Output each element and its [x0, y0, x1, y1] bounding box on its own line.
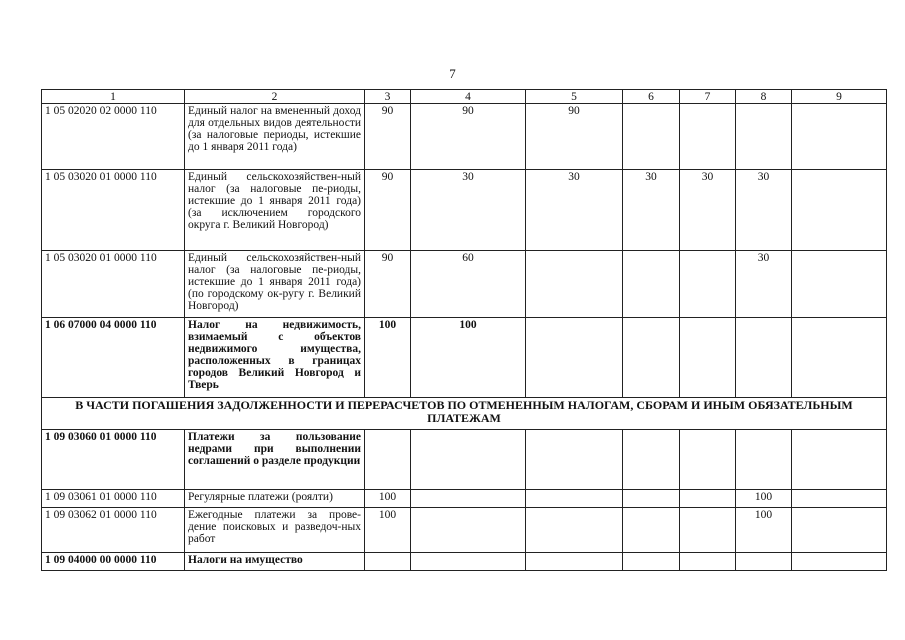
value-cell [526, 553, 623, 571]
table-row [42, 430, 887, 490]
value-cell [365, 553, 411, 571]
value-cell [680, 251, 736, 318]
value-cell [792, 251, 887, 318]
income-name-cell: Налоги на имущество [185, 553, 365, 571]
value-cell: 90 [365, 251, 411, 318]
column-number: 6 [623, 90, 680, 104]
income-name-cell: Единый сельскохозяйствен-ный налог (за налоговые пе-риоды, истекшие до 1 января 2011 года) (по городскому ок-ругу г. Великий Новгород) [185, 251, 365, 318]
value-cell: 100 [736, 508, 792, 553]
budget-code-cell: 1 09 03061 01 0000 110 [42, 490, 185, 508]
value-cell [736, 553, 792, 571]
revenue-distribution-table [41, 89, 887, 571]
value-cell [526, 430, 623, 490]
income-name-cell: Ежегодные платежи за прове-дение поисковых и разведоч-ных работ [185, 508, 365, 553]
value-cell [792, 318, 887, 398]
value-cell [623, 104, 680, 170]
value-cell [526, 318, 623, 398]
value-cell [680, 430, 736, 490]
value-cell [792, 490, 887, 508]
column-number: 4 [411, 90, 526, 104]
value-cell: 90 [411, 104, 526, 170]
income-name-cell: Регулярные платежи (роялти) [185, 490, 365, 508]
budget-code-cell: 1 09 03062 01 0000 110 [42, 508, 185, 553]
table-row [42, 490, 887, 508]
page-number: 7 [449, 66, 456, 81]
value-cell [623, 318, 680, 398]
budget-code-cell: 1 09 03060 01 0000 110 [42, 430, 185, 490]
value-cell [736, 430, 792, 490]
value-cell: 100 [736, 490, 792, 508]
table-row [42, 104, 887, 170]
value-cell [623, 251, 680, 318]
budget-code-cell: 1 05 03020 01 0000 110 [42, 251, 185, 318]
budget-code-cell: 1 09 04000 00 0000 110 [42, 553, 185, 571]
table-row [42, 553, 887, 571]
value-cell: 90 [365, 104, 411, 170]
value-cell [680, 318, 736, 398]
table-row [42, 251, 887, 318]
value-cell [411, 553, 526, 571]
value-cell [411, 508, 526, 553]
value-cell: 30 [736, 170, 792, 251]
income-name-cell: Платежи за пользование недрами при выполнении соглашений о разделе продукции [185, 430, 365, 490]
value-cell [736, 318, 792, 398]
value-cell [411, 430, 526, 490]
value-cell: 90 [526, 104, 623, 170]
value-cell: 100 [365, 318, 411, 398]
value-cell [365, 430, 411, 490]
column-number: 3 [365, 90, 411, 104]
value-cell [680, 490, 736, 508]
value-cell [680, 553, 736, 571]
column-number: 2 [185, 90, 365, 104]
value-cell: 100 [365, 490, 411, 508]
value-cell [411, 490, 526, 508]
value-cell: 30 [736, 251, 792, 318]
value-cell [792, 430, 887, 490]
value-cell [623, 553, 680, 571]
value-cell [680, 104, 736, 170]
column-number: 1 [42, 90, 185, 104]
value-cell: 90 [365, 170, 411, 251]
income-name-cell: Единый сельскохозяйствен-ный налог (за налоговые пе-риоды, истекшие до 1 января 2011 года) (за исключением городского округа г. Великий Новгород) [185, 170, 365, 251]
value-cell [792, 553, 887, 571]
value-cell [623, 490, 680, 508]
value-cell [623, 430, 680, 490]
column-number-header-row [42, 90, 887, 104]
value-cell: 100 [411, 318, 526, 398]
value-cell [526, 490, 623, 508]
table-row [42, 170, 887, 251]
income-name-cell: Налог на недвижимость, взимаемый с объектов недвижимого имущества, расположенных в границах городов Великий Новгород и Тверь [185, 318, 365, 398]
income-name-cell: Единый налог на вмененный доход для отдельных видов деятельности (за налоговые периоды, истекшие до 1 января 2011 года) [185, 104, 365, 170]
value-cell [623, 508, 680, 553]
budget-code-cell: 1 06 07000 04 0000 110 [42, 318, 185, 398]
value-cell [792, 104, 887, 170]
value-cell: 100 [365, 508, 411, 553]
value-cell: 30 [680, 170, 736, 251]
column-number: 8 [736, 90, 792, 104]
value-cell [792, 170, 887, 251]
table-row [42, 318, 887, 398]
column-number: 7 [680, 90, 736, 104]
value-cell [526, 508, 623, 553]
value-cell: 30 [623, 170, 680, 251]
column-number: 9 [792, 90, 887, 104]
section-heading-row [42, 398, 887, 430]
value-cell: 60 [411, 251, 526, 318]
value-cell: 30 [526, 170, 623, 251]
column-number: 5 [526, 90, 623, 104]
value-cell [680, 508, 736, 553]
budget-code-cell: 1 05 02020 02 0000 110 [42, 104, 185, 170]
budget-code-cell: 1 05 03020 01 0000 110 [42, 170, 185, 251]
table-row [42, 508, 887, 553]
value-cell [736, 104, 792, 170]
section-heading: В ЧАСТИ ПОГАШЕНИЯ ЗАДОЛЖЕННОСТИ И ПЕРЕРАСЧЕТОВ ПО ОТМЕНЕННЫМ НАЛОГАМ, СБОРАМ И ИНЫМ ОБЯЗАТЕЛЬНЫМ ПЛАТЕЖАМ [42, 398, 887, 430]
value-cell: 30 [411, 170, 526, 251]
value-cell [792, 508, 887, 553]
value-cell [526, 251, 623, 318]
